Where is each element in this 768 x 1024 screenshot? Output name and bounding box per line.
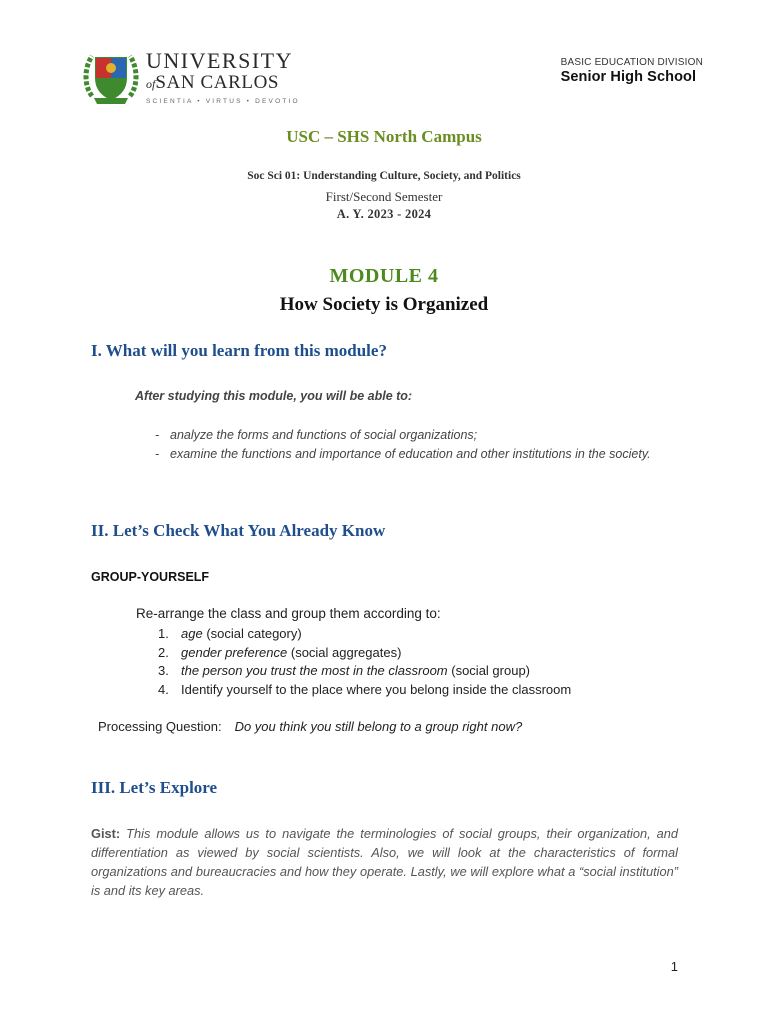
academic-year: A. Y. 2023 - 2024: [336, 207, 432, 221]
section3-heading: III. Let’s Explore: [91, 778, 218, 797]
objectives-intro: After studying this module, you will be able to:: [135, 389, 413, 403]
wordmark-line1: UNIVERSITY: [146, 47, 293, 73]
wordmark-motto: SCIENTIA • VIRTUS • DEVOTIO: [146, 97, 300, 105]
gist-label: Gist:: [91, 826, 121, 841]
module-number: MODULE 4: [329, 265, 439, 287]
list-item: 1. age (social category): [158, 626, 302, 641]
list-item: 3. the person you trust the most in the classroom (social group): [158, 663, 531, 679]
section1-heading: I. What will you learn from this module?: [91, 341, 387, 360]
university-wordmark: [146, 47, 300, 105]
list-item: 4. Identify yourself to the place where you belong inside the classroom: [158, 681, 572, 697]
school-level: Senior High School: [560, 69, 697, 85]
wordmark-of: of: [146, 76, 156, 91]
list-item: 2. gender preference (social aggregates): [158, 644, 402, 660]
processing-label: Processing Question:: [98, 719, 222, 734]
wordmark-san-carlos: SAN CARLOS: [155, 71, 280, 93]
grouping-list: [158, 625, 571, 699]
activity-title: GROUP-YOURSELF: [91, 570, 210, 584]
activity-instruction: Re-arrange the class and group them according to:: [136, 606, 441, 621]
bullet-dash: -: [155, 447, 160, 461]
objective-item: [155, 445, 677, 463]
university-crest-icon: [82, 46, 140, 108]
gist-text: This module allows us to navigate the terminologies of social groups, their organization, and differentiation as viewed by social scientists. Also, we will look at the characteristics of formal organizations and bureaucracies and how they operate. Lastly, we will explore what a “social institution” is and its key areas.: [91, 826, 678, 898]
division-name: BASIC EDUCATION DIVISION: [560, 57, 703, 68]
course-title: Soc Sci 01: Understanding Culture, Society, and Politics: [247, 170, 521, 182]
semester-label: First/Second Semester: [325, 189, 443, 204]
university-logo: [82, 46, 300, 108]
division-label: [561, 57, 703, 85]
gist-paragraph: [91, 824, 678, 900]
wordmark-line2: [146, 72, 300, 95]
bullet-dash: -: [155, 428, 160, 442]
module-title: How Society is Organized: [279, 294, 489, 315]
page-number: 1: [670, 959, 678, 974]
processing-question: [98, 719, 522, 734]
processing-question-text: Do you think you still belong to a group right now?: [234, 719, 523, 734]
objective-text: examine the functions and importance of education and other institutions in the society.: [170, 447, 651, 461]
section2-heading: II. Let’s Check What You Already Know: [91, 521, 386, 540]
objective-item: [155, 426, 677, 444]
campus-title: USC – SHS North Campus: [286, 127, 482, 146]
objective-text: analyze the forms and functions of social organizations;: [170, 428, 478, 442]
